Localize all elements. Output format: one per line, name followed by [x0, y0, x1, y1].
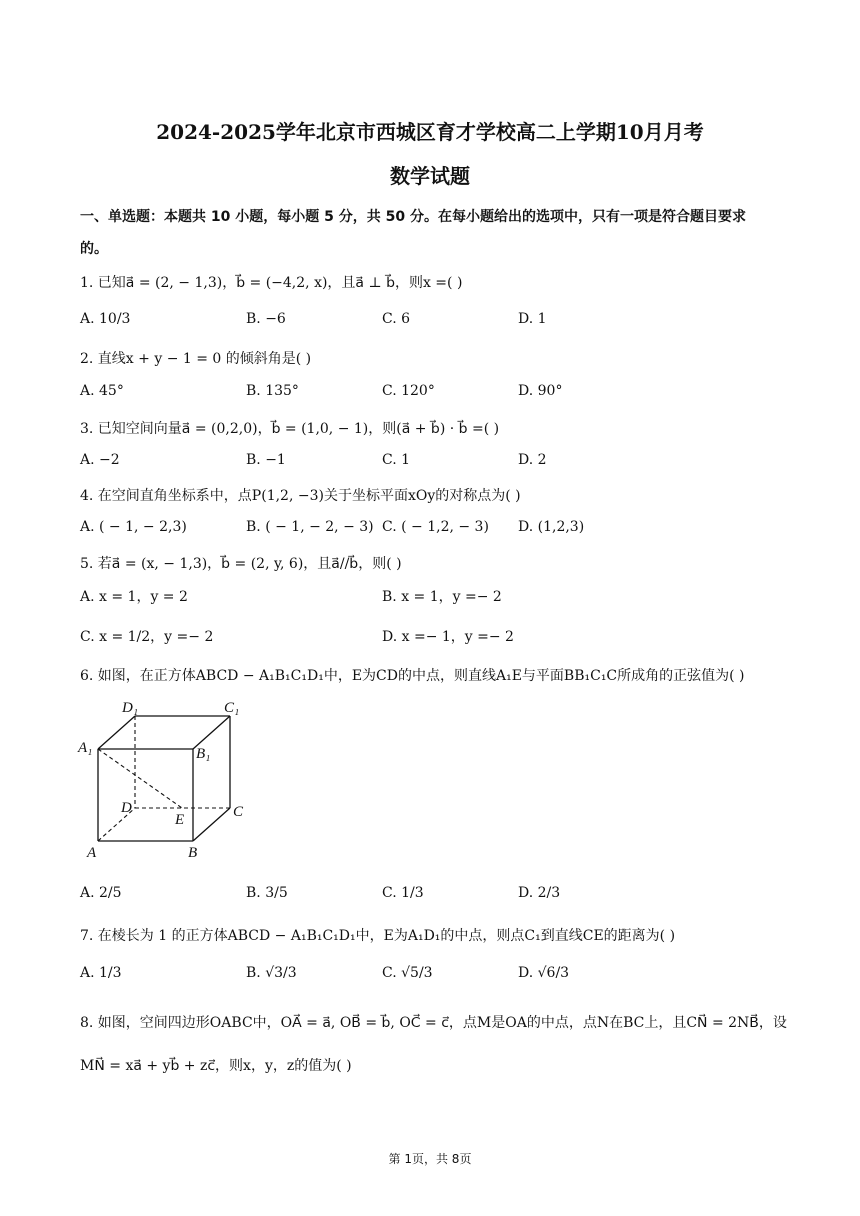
label-b: B	[188, 845, 198, 861]
question-2-stem: 2. 直线x + y − 1 = 0 的倾斜角是( )	[80, 351, 312, 367]
q3-option-a: A. −2	[80, 452, 120, 468]
question-1-stem: 1. 已知a⃗ = (2, − 1,3)，b⃗ = (−4,2, x)，且a⃗ ⊥ b⃗，则x =( )	[80, 275, 463, 291]
edge-b1-c1	[193, 716, 230, 749]
label-b1: B₁	[196, 746, 211, 762]
question-3-stem: 3. 已知空间向量a⃗ = (0,2,0)，b⃗ = (1,0, − 1)，则(a⃗ + b⃗) · b⃗ =( )	[80, 421, 500, 437]
q5-option-b: B. x = 1，y =− 2	[382, 589, 502, 605]
q4-option-a: A. ( − 1, − 2,3)	[80, 519, 187, 535]
question-5-stem: 5. 若a⃗ = (x, − 1,3)，b⃗ = (2, y, 6)，且a⃗//b⃗，则( )	[80, 556, 402, 572]
q1-option-b: B. −6	[246, 311, 286, 327]
q1-option-a: A. 10/3	[80, 311, 131, 327]
q2-option-a: A. 45°	[80, 383, 124, 399]
label-c: C	[233, 804, 244, 820]
question-4-stem: 4. 在空间直角坐标系中，点P(1,2, −3)关于坐标平面xOy的对称点为( )	[80, 488, 521, 504]
q1-option-c: C. 6	[382, 311, 411, 327]
q7-option-a: A. 1/3	[80, 965, 122, 981]
q3-option-c: C. 1	[382, 452, 411, 468]
q2-option-b: B. 135°	[246, 383, 299, 399]
q5-option-a: A. x = 1，y = 2	[80, 589, 188, 605]
q6-option-c: C. 1/3	[382, 885, 424, 901]
q4-option-b: B. ( − 1, − 2, − 3)	[246, 519, 374, 535]
q6-option-d: D. 2/3	[518, 885, 561, 901]
page-footer: 第 1页，共 8页	[388, 1152, 472, 1166]
page-subtitle: 数学试题	[390, 164, 470, 188]
question-7-stem: 7. 在棱长为 1 的正方体ABCD − A₁B₁C₁D₁中，E为A₁D₁的中点，则点C₁到直线CE的距离为( )	[80, 928, 676, 944]
label-d1: D₁	[122, 700, 139, 716]
q6-option-a: A. 2/5	[80, 885, 122, 901]
segment-a1-e	[98, 749, 182, 808]
q7-option-c: C. √5/3	[382, 965, 433, 981]
q5-option-d: D. x =− 1，y =− 2	[382, 629, 514, 645]
q3-option-d: D. 2	[518, 452, 547, 468]
q7-option-d: D. √6/3	[518, 965, 570, 981]
edge-a1-d1	[98, 716, 135, 749]
q6-option-b: B. 3/5	[246, 885, 288, 901]
label-a: A	[87, 845, 97, 861]
q3-option-b: B. −1	[246, 452, 286, 468]
q4-option-d: D. (1,2,3)	[518, 519, 585, 535]
question-8-stem: 8. 如图，空间四边形OABC中，OA⃗ = a⃗, OB⃗ = b⃗, OC⃗ = c⃗，点M是OA的中点，点N在BC上，且CN⃗ = 2NB⃗，设	[80, 1015, 787, 1031]
question-8-stem-cont: MN⃗ = xa⃗ + yb⃗ + zc⃗，则x，y，z的值为( )	[80, 1058, 352, 1074]
label-a1: A₁	[78, 740, 93, 756]
q2-option-c: C. 120°	[382, 383, 435, 399]
label-c1: C₁	[224, 700, 240, 716]
section-heading: 一、单选题：本题共 10 小题，每小题 5 分，共 50 分。在每小题给出的选项中，只有一项是符合题目要求	[80, 209, 746, 225]
q1-option-d: D. 1	[518, 311, 547, 327]
label-d: D	[121, 800, 132, 816]
q4-option-c: C. ( − 1,2, − 3)	[382, 519, 489, 535]
page-title: 2024-2025学年北京市西城区育才学校高二上学期10月月考	[156, 120, 704, 144]
question-6-stem: 6. 如图，在正方体ABCD − A₁B₁C₁D₁中，E为CD的中点，则直线A₁E与平面BB₁C₁C所成角的正弦值为( )	[80, 668, 745, 684]
q5-option-c: C. x = 1/2，y =− 2	[80, 629, 214, 645]
cube-figure	[76, 694, 256, 864]
section-heading-cont: 的。	[80, 241, 108, 257]
label-e: E	[175, 812, 185, 828]
q2-option-d: D. 90°	[518, 383, 563, 399]
edge-b-c	[193, 808, 230, 841]
q7-option-b: B. √3/3	[246, 965, 297, 981]
